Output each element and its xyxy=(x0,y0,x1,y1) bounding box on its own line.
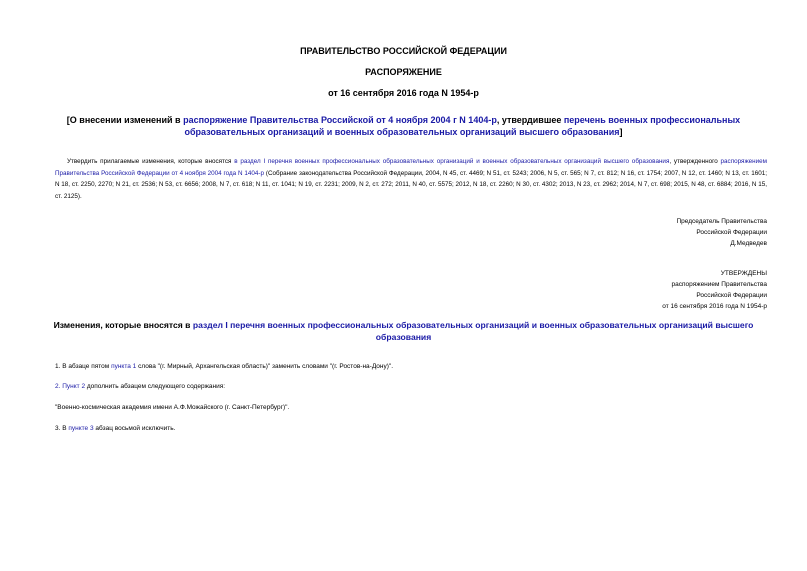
list-item xyxy=(55,362,393,372)
doc-type-heading: РАСПОРЯЖЕНИЕ xyxy=(365,67,442,77)
list-item xyxy=(55,424,175,434)
body-paragraph xyxy=(55,156,767,202)
body-text-3: (Собрание законодательства Российской Федерации, 2004, N 45, ст. 4469; N 51, ст. 5243; 2006, N 5, ст. 565; N 7, ст. 812; N 16, ст. 1754; 2007, N 12, ст. 1460; N 13, ст. 1601; N 18, ст. 2250, 2270; N 21, ст. 2536; N 53, ст. 6656; 2008, N 7, ст. 618; N 11, ст. 1041; N 19, ст. 2231; 2009, N 2, ст. 272; 2011, N 40, ст. 5575; 2012, N 18, ст. 2260; N 30, ст. 4302; 2013, N 23, ст. 2962; 2014, N 7, ст. 698; 2015, N 48, ст. 6884; 2016, N 15, ст. 2125). xyxy=(55,169,767,200)
item1-text-a: 1. В абзаце пятом xyxy=(55,363,112,370)
document-title xyxy=(60,114,747,138)
body-link-order[interactable]: распоряжением Правительства Российской Федерации от 4 ноября 2004 года N 1404-р xyxy=(55,158,767,177)
signature-block xyxy=(527,216,767,249)
government-heading: ПРАВИТЕЛЬСТВО РОССИЙСКОЙ ФЕДЕРАЦИИ xyxy=(300,46,507,56)
date-number-heading: от 16 сентября 2016 года N 1954-р xyxy=(328,88,479,98)
item4-link[interactable]: пункте 3 xyxy=(68,425,94,432)
approved-line-4: от 16 сентября 2016 года N 1954-р xyxy=(662,303,767,310)
signature-line-2: Российской Федерации xyxy=(696,229,767,236)
item4-text-b: абзац восьмой исключить. xyxy=(93,425,176,432)
changes-title xyxy=(40,320,767,343)
title-link-order[interactable]: распоряжение Правительства Российской от 4 ноября 2004 г N 1404-р xyxy=(183,115,497,125)
approved-line-2: распоряжением Правительства xyxy=(671,281,767,288)
body-text-1: Утвердить прилагаемые изменения, которые вносятся xyxy=(67,158,235,165)
title-link-list[interactable]: перечень военных профессиональных образовательных организаций и военных образовательных организаций высшего образования xyxy=(184,115,741,137)
item3-text: "Военно-космическая академия имени А.Ф.Можайского (г. Санкт-Петербург)". xyxy=(55,404,290,411)
body-link-section[interactable]: в раздел I перечня военных профессиональных образовательных организаций и военных образовательных организаций высшего образования xyxy=(234,158,670,165)
item2-text-b: дополнить абзацем следующего содержания: xyxy=(85,383,226,390)
item4-text-a: 3. В xyxy=(55,425,69,432)
item1-link[interactable]: пункта 1 xyxy=(111,363,137,370)
list-item xyxy=(55,382,225,392)
list-item xyxy=(55,403,289,413)
title-middle: , утвердившее xyxy=(496,115,564,125)
approved-line-1: УТВЕРЖДЕНЫ xyxy=(720,270,767,277)
approved-line-3: Российской Федерации xyxy=(696,292,767,299)
body-text-2: , утвержденного xyxy=(669,158,721,165)
item2-link[interactable]: 2. Пункт 2 xyxy=(55,383,86,390)
title-open: [О внесении изменений в xyxy=(66,115,184,125)
changes-title-text: Изменения, которые вносятся в xyxy=(53,320,193,330)
item1-text-b: слова "(г. Мирный, Архангельская область)" заменить словами "(г. Ростов-на-Дону)". xyxy=(136,363,394,370)
signature-line-3: Д.Медведев xyxy=(730,240,767,247)
changes-title-link[interactable]: раздел I перечня военных профессиональных образовательных организаций и военных образовательных организаций высшего образования xyxy=(192,320,754,342)
title-close: ] xyxy=(619,127,623,137)
signature-line-1: Председатель Правительства xyxy=(676,218,767,225)
approved-block xyxy=(527,268,767,312)
